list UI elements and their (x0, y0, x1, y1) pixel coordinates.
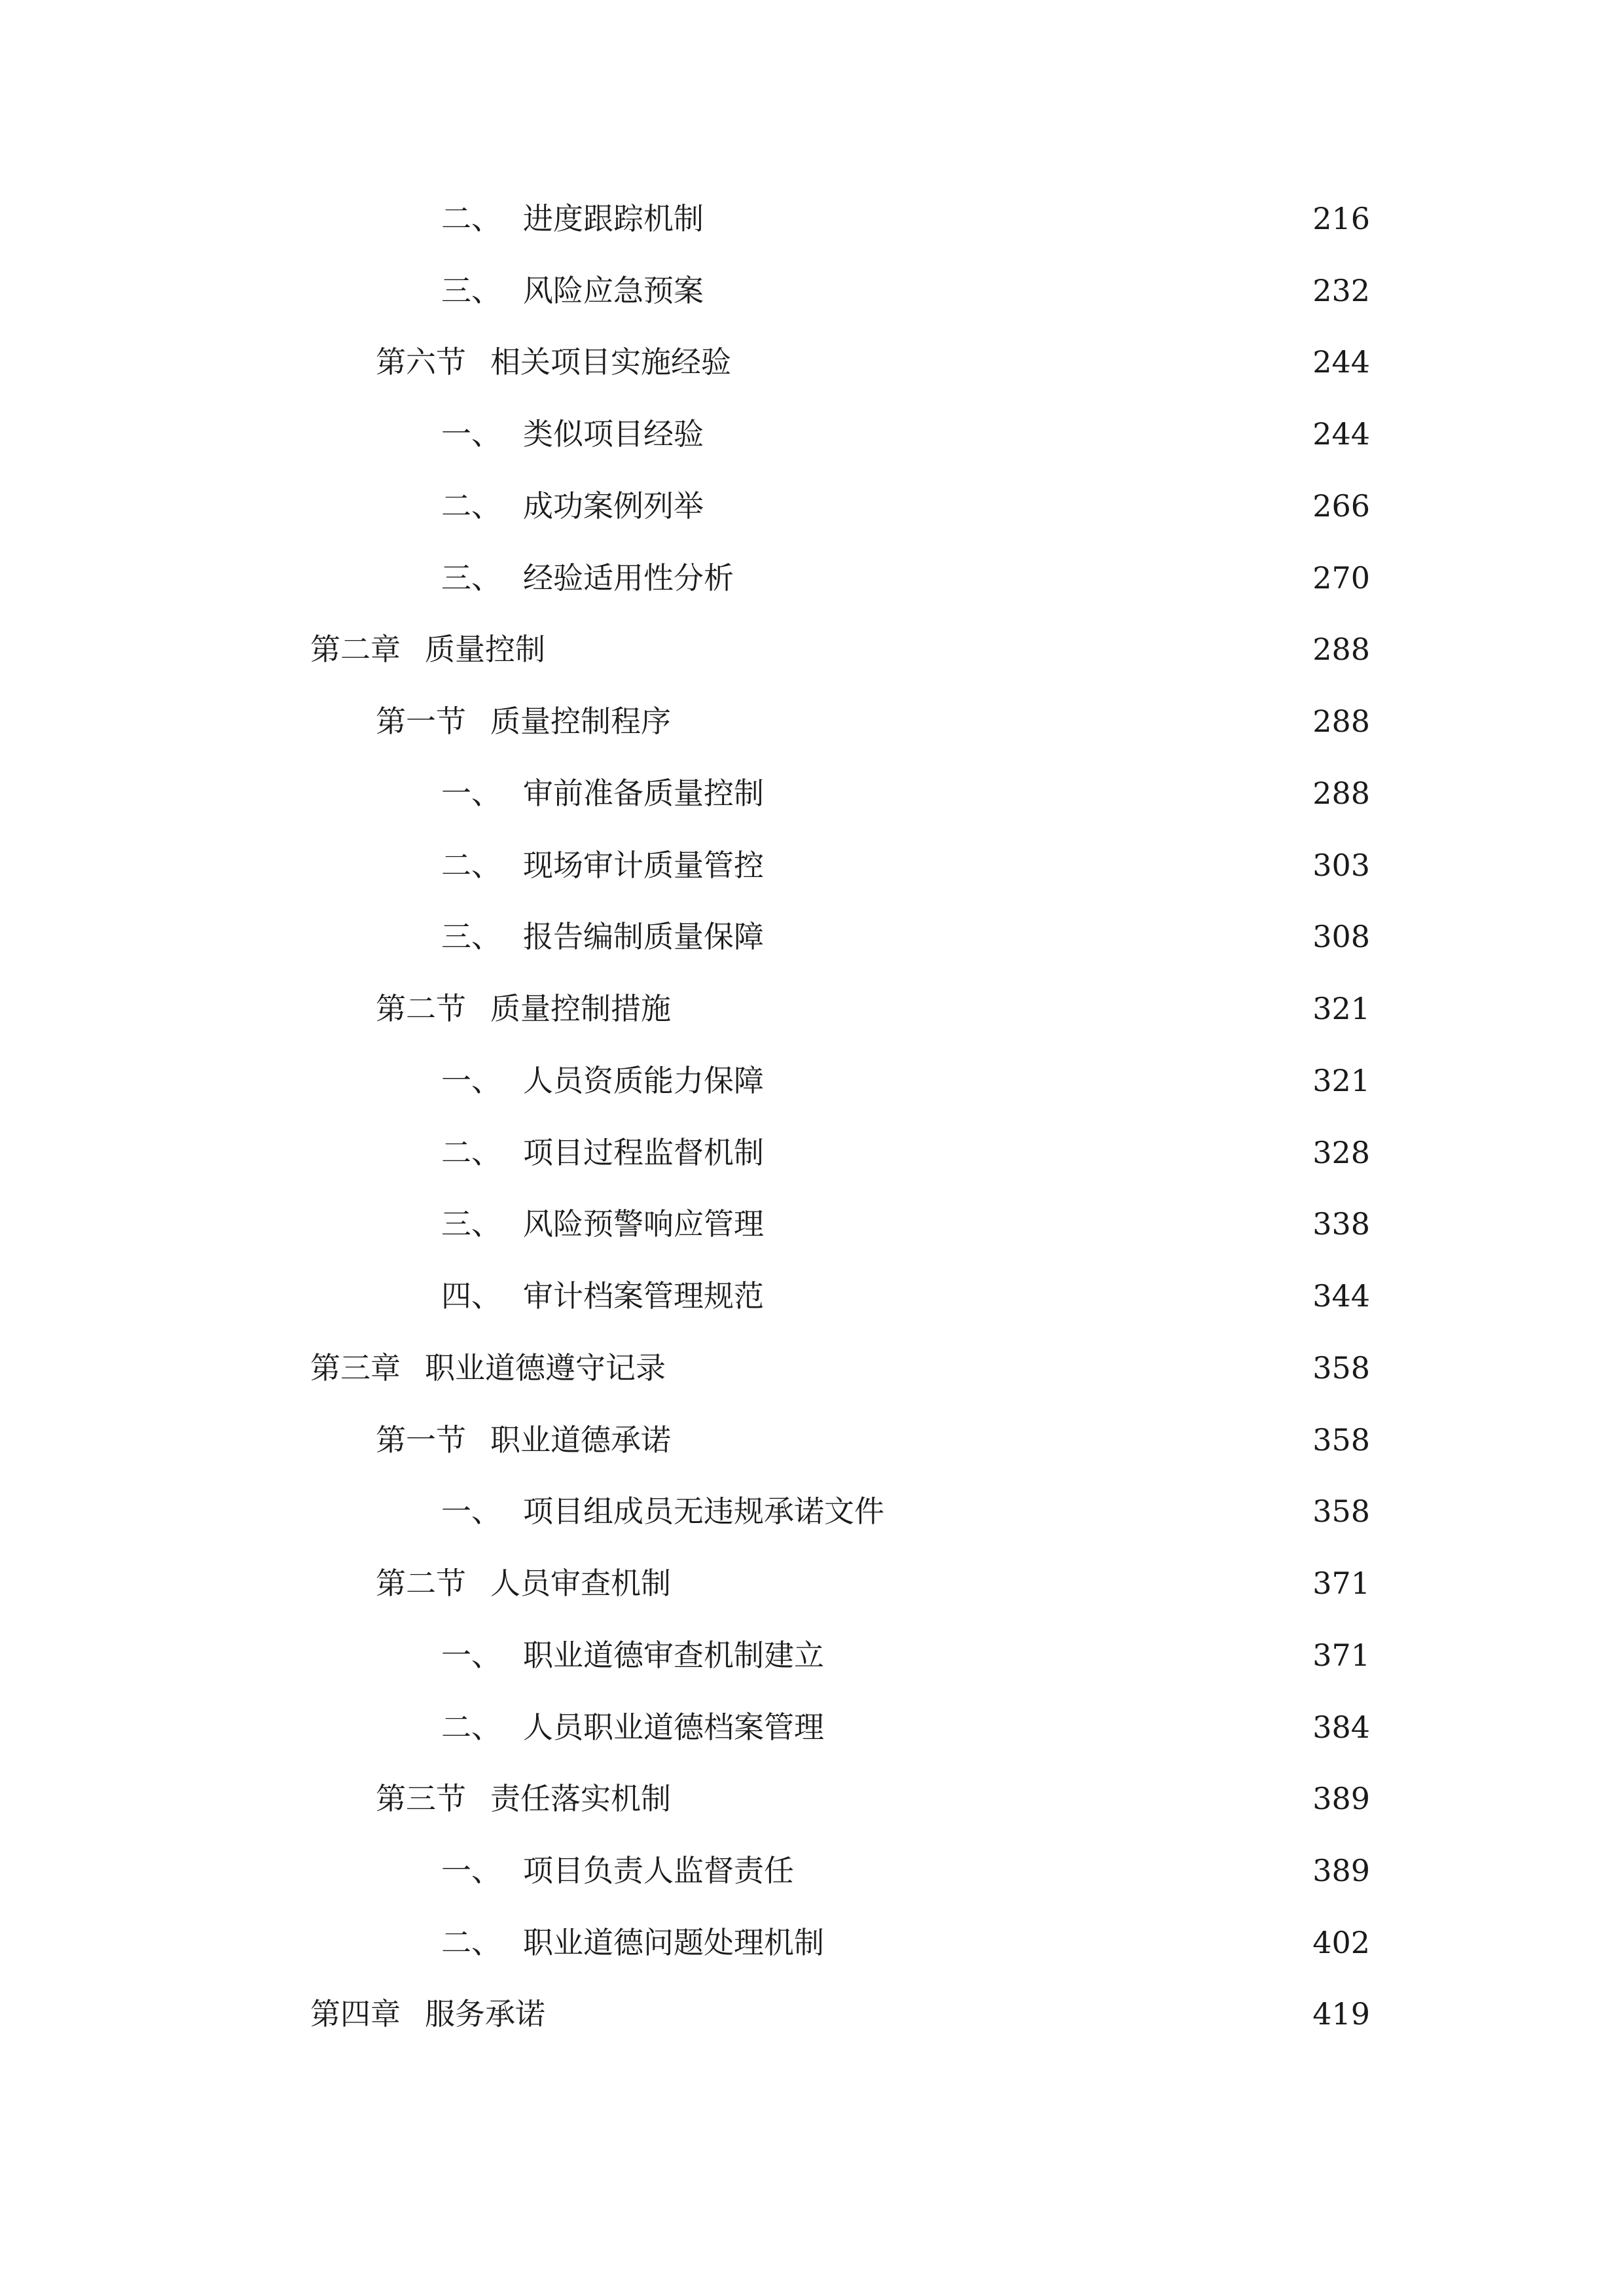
toc-entry-number: 第二节 (376, 1566, 466, 1601)
toc-entry-page: 308 (1312, 919, 1370, 954)
toc-entry-number: 二、 (441, 488, 501, 524)
toc-entry-title: 类似项目经验 (523, 416, 704, 452)
toc-entry-page: 371 (1312, 1638, 1370, 1673)
toc-dot-leader (710, 196, 1294, 242)
toc-entry[interactable] (310, 1991, 1370, 2037)
toc-dot-leader (801, 1848, 1294, 1893)
toc-entry-page: 402 (1312, 1925, 1370, 1960)
toc-entry-title: 职业道德承诺 (490, 1422, 671, 1458)
toc-entry[interactable] (310, 626, 1370, 672)
toc-entry-number: 一、 (441, 1853, 501, 1888)
toc-entry-title: 现场审计质量管控 (523, 848, 764, 883)
toc-entry-page: 358 (1312, 1494, 1370, 1529)
toc-entry-page: 321 (1312, 1063, 1370, 1098)
toc-entry-title: 人员资质能力保障 (523, 1063, 764, 1098)
toc-entry-number: 一、 (441, 416, 501, 452)
toc-entry-number: 三、 (441, 919, 501, 954)
toc-dot-leader (677, 698, 1294, 744)
toc-entry[interactable] (376, 1417, 1370, 1463)
toc-entry-number: 第二章 (310, 632, 401, 667)
toc-entry-number: 第一节 (376, 1422, 466, 1458)
toc-entry-title: 职业道德问题处理机制 (523, 1925, 824, 1960)
toc-entry[interactable] (441, 1848, 1370, 1893)
toc-entry-number: 一、 (441, 1494, 501, 1529)
toc-entry-page: 288 (1312, 704, 1370, 739)
toc-entry[interactable] (441, 1704, 1370, 1750)
toc-dot-leader (710, 483, 1294, 529)
toc-dot-leader (677, 1776, 1294, 1821)
toc-entry-title: 风险应急预案 (523, 273, 704, 308)
toc-entry[interactable] (376, 698, 1370, 744)
toc-entry-page: 389 (1312, 1781, 1370, 1816)
toc-entry[interactable] (441, 1201, 1370, 1247)
toc-entry-number: 三、 (441, 560, 501, 596)
toc-entry-page: 389 (1312, 1853, 1370, 1888)
toc-entry-title: 项目过程监督机制 (523, 1135, 764, 1170)
toc-entry[interactable] (376, 1776, 1370, 1821)
toc-dot-leader (552, 1991, 1294, 2037)
toc-entry-title: 报告编制质量保障 (523, 919, 764, 954)
toc-entry-title: 成功案例列举 (523, 488, 704, 524)
toc-entry-number: 第二节 (376, 991, 466, 1026)
toc-entry-page: 244 (1312, 344, 1370, 380)
toc-entry-title: 项目负责人监督责任 (523, 1853, 794, 1888)
toc-entry-page: 270 (1312, 560, 1370, 596)
toc-entry-number: 二、 (441, 201, 501, 236)
toc-dot-leader (770, 1201, 1294, 1247)
toc-entry-title: 职业道德遵守记录 (425, 1350, 666, 1386)
toc-entry-page: 288 (1312, 776, 1370, 811)
toc-entry-page: 216 (1312, 201, 1370, 236)
toc-entry-number: 第六节 (376, 344, 466, 380)
toc-dot-leader (738, 339, 1294, 385)
toc-dot-leader (770, 914, 1294, 960)
toc-entry-page: 338 (1312, 1206, 1370, 1242)
toc-entry-page: 419 (1312, 1996, 1370, 2032)
toc-entry[interactable] (441, 483, 1370, 529)
toc-entry-page: 232 (1312, 273, 1370, 308)
toc-entry-title: 审计档案管理规范 (523, 1278, 764, 1314)
toc-entry-number: 第三章 (310, 1350, 401, 1386)
toc-entry-number: 二、 (441, 848, 501, 883)
toc-entry-page: 303 (1312, 848, 1370, 883)
toc-entry[interactable] (376, 986, 1370, 1031)
toc-entry[interactable] (441, 1632, 1370, 1678)
toc-entry[interactable] (376, 1560, 1370, 1606)
toc-dot-leader (710, 268, 1294, 314)
toc-dot-leader (770, 1130, 1294, 1175)
toc-entry-title: 质量控制程序 (490, 704, 671, 739)
toc-entry-page: 344 (1312, 1278, 1370, 1314)
toc-dot-leader (677, 986, 1294, 1031)
toc-entry[interactable] (441, 770, 1370, 816)
toc-entry-page: 266 (1312, 488, 1370, 524)
toc-entry-number: 一、 (441, 1638, 501, 1673)
toc-entry-number: 四、 (441, 1278, 501, 1314)
toc-dot-leader (552, 626, 1294, 672)
toc-entry-page: 384 (1312, 1710, 1370, 1745)
toc-dot-leader (831, 1920, 1294, 1965)
toc-entry-number: 二、 (441, 1710, 501, 1745)
toc-entry-title: 质量控制措施 (490, 991, 671, 1026)
toc-entry-page: 288 (1312, 632, 1370, 667)
toc-entry[interactable] (441, 555, 1370, 601)
toc-entry[interactable] (441, 268, 1370, 314)
toc-entry-number: 一、 (441, 776, 501, 811)
toc-entry-page: 358 (1312, 1422, 1370, 1458)
toc-entry-title: 质量控制 (425, 632, 545, 667)
toc-entry-page: 358 (1312, 1350, 1370, 1386)
toc-dot-leader (740, 555, 1294, 601)
toc-entry-page: 244 (1312, 416, 1370, 452)
toc-entry-title: 服务承诺 (425, 1996, 545, 2032)
toc-entry-title: 相关项目实施经验 (490, 344, 731, 380)
toc-entry-title: 责任落实机制 (490, 1781, 671, 1816)
toc-dot-leader (672, 1345, 1294, 1391)
toc-entry[interactable] (441, 411, 1370, 457)
toc-entry-page: 328 (1312, 1135, 1370, 1170)
toc-dot-leader (677, 1417, 1294, 1463)
toc-dot-leader (770, 1273, 1294, 1319)
toc-entry[interactable] (441, 1130, 1370, 1175)
toc-entry-title: 风险预警响应管理 (523, 1206, 764, 1242)
toc-entry-number: 三、 (441, 1206, 501, 1242)
toc-entry[interactable] (441, 1488, 1370, 1534)
toc-dot-leader (891, 1488, 1294, 1534)
toc-dot-leader (831, 1632, 1294, 1678)
toc-entry-number: 二、 (441, 1925, 501, 1960)
toc-dot-leader (677, 1560, 1294, 1606)
toc-entry-title: 项目组成员无违规承诺文件 (523, 1494, 884, 1529)
toc-entry-number: 第四章 (310, 1996, 401, 2032)
toc-entry-number: 一、 (441, 1063, 501, 1098)
toc-dot-leader (770, 842, 1294, 888)
toc-entry[interactable] (310, 1345, 1370, 1391)
toc-entry-title: 进度跟踪机制 (523, 201, 704, 236)
toc-entry-number: 三、 (441, 273, 501, 308)
toc-entry-number: 二、 (441, 1135, 501, 1170)
toc-entry-number: 第三节 (376, 1781, 466, 1816)
toc-entry-page: 371 (1312, 1566, 1370, 1601)
toc-entry-title: 职业道德审查机制建立 (523, 1638, 824, 1673)
toc-entry[interactable] (376, 339, 1370, 385)
toc-entry[interactable] (441, 1058, 1370, 1103)
toc-entry[interactable] (441, 1273, 1370, 1319)
toc-entry-title: 人员职业道德档案管理 (523, 1710, 824, 1745)
toc-entry-number: 第一节 (376, 704, 466, 739)
toc-dot-leader (710, 411, 1294, 457)
toc-dot-leader (831, 1704, 1294, 1750)
toc-entry-title: 人员审查机制 (490, 1566, 671, 1601)
toc-entry-title: 经验适用性分析 (523, 560, 734, 596)
toc-entry[interactable] (441, 196, 1370, 242)
toc-dot-leader (770, 770, 1294, 816)
toc-entry[interactable] (441, 842, 1370, 888)
toc-entry-title: 审前准备质量控制 (523, 776, 764, 811)
toc-entry-page: 321 (1312, 991, 1370, 1026)
toc-entry[interactable] (441, 1920, 1370, 1965)
toc-dot-leader (770, 1058, 1294, 1103)
toc-entry[interactable] (441, 914, 1370, 960)
